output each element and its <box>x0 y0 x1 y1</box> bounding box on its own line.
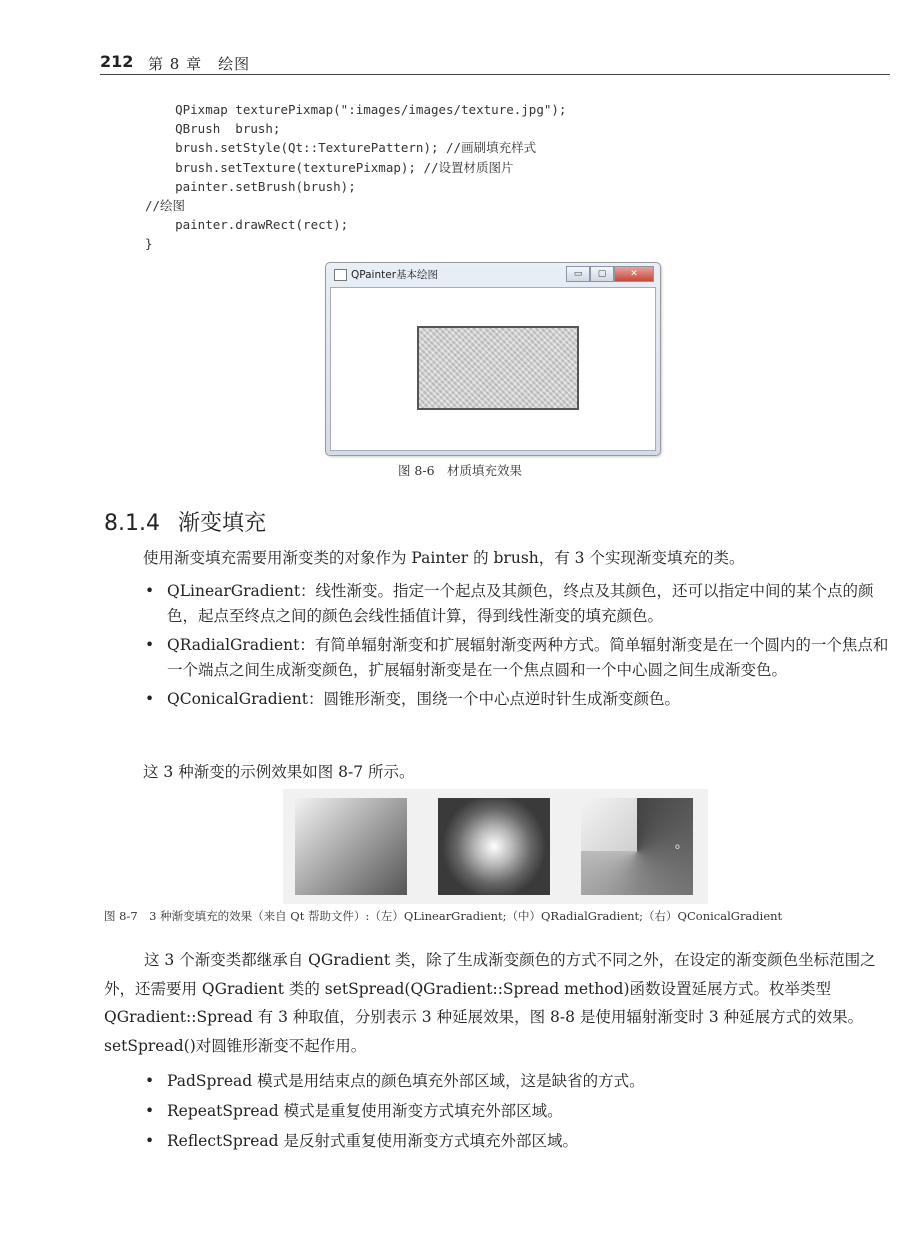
window-controls <box>566 266 654 282</box>
list-item: • QConicalGradient：圆锥形渐变，围绕一个中心点逆时针生成渐变颜色。 <box>143 687 903 712</box>
conical-wedge <box>581 798 637 851</box>
spread-mode-list <box>143 1066 903 1156</box>
spread-paragraph: 这 3 个渐变类都继承自 QGradient 类，除了生成渐变颜色的方式不同之外，在设定的渐变颜色坐标范围之外，还需要用 QGradient 类的 setSpread(QGradient::Spread method)函数设置延展方式。枚举类型 QGradient::Spread 有 3 种取值，分别表示 3 种延展效果，图 8-8 是使用辐射渐变时 3 种延展方式的效果。setSpread()对圆锥形渐变不起作用。 <box>104 951 876 1055</box>
list-item: • PadSpread 模式是用结束点的颜色填充外部区域，这是缺省的方式。 <box>143 1066 903 1096</box>
conical-gradient-sample <box>581 798 693 895</box>
code-line: //绘图 <box>145 198 186 214</box>
code-line: } <box>145 236 153 252</box>
minimize-icon: ▭ <box>566 266 590 282</box>
intro-paragraph: 使用渐变填充需要用渐变类的对象作为 Painter 的 brush，有 3 个实现渐变填充的类。 <box>143 549 745 567</box>
close-icon: ✕ <box>614 266 654 282</box>
code-line: QBrush brush; <box>145 121 281 137</box>
section-title: 渐变填充 <box>177 511 266 536</box>
code-block <box>145 100 566 254</box>
section-heading <box>104 506 266 537</box>
list-item: • QRadialGradient：有简单辐射渐变和扩展辐射渐变两种方式。简单辐射渐变是在一个圆内的一个焦点和一个端点之间生成渐变颜色，扩展辐射渐变是在一个焦点圆和一个中心圆之间生成渐变色。 <box>143 633 903 683</box>
list-item: • QLinearGradient：线性渐变。指定一个起点及其颜色，终点及其颜色，还可以指定中间的某个点的颜色，起点至终点之间的颜色会线性插值计算，得到线性渐变的填充颜色。 <box>143 579 903 629</box>
code-line: painter.drawRect(rect); <box>145 217 349 233</box>
texture-filled-rect <box>417 326 579 410</box>
figure-caption: 图 8-6 材质填充效果 <box>397 463 523 478</box>
page-header <box>100 52 890 75</box>
page-number: 212 <box>100 52 134 71</box>
figure-caption: 图 8-7 3 种渐变填充的效果（来自 Qt 帮助文件）:（左）QLinearGradient;（中）QRadialGradient;（右）QConicalGradient <box>104 909 783 923</box>
example-paragraph: 这 3 种渐变的示例效果如图 8-7 所示。 <box>143 763 415 781</box>
chapter-title: 第 8 章 绘图 <box>148 55 251 73</box>
radial-gradient-sample <box>438 798 550 895</box>
list-item: • ReflectSpread 是反射式重复使用渐变方式填充外部区域。 <box>143 1126 903 1156</box>
linear-gradient-sample <box>295 798 407 895</box>
window-title: QPainter基本绘图 <box>351 269 439 281</box>
window-client-area <box>330 287 656 451</box>
gradient-class-list <box>143 579 903 716</box>
code-line: QPixmap texturePixmap(":images/images/texture.jpg"); <box>145 102 567 117</box>
list-item: • RepeatSpread 模式是重复使用渐变方式填充外部区域。 <box>143 1096 903 1126</box>
code-line: brush.setTexture(texturePixmap); //设置材质图片 <box>145 159 514 175</box>
conical-center-mark: o <box>675 842 680 851</box>
code-line: painter.setBrush(brush); <box>145 178 356 194</box>
maximize-icon: ▢ <box>590 266 614 282</box>
code-line: brush.setStyle(Qt::TexturePattern); //画刷填充样式 <box>145 140 537 156</box>
gradient-figure <box>283 789 708 904</box>
section-number: 8.1.4 <box>104 511 160 536</box>
qpainter-window-figure <box>325 262 661 456</box>
window-app-icon <box>334 269 347 281</box>
